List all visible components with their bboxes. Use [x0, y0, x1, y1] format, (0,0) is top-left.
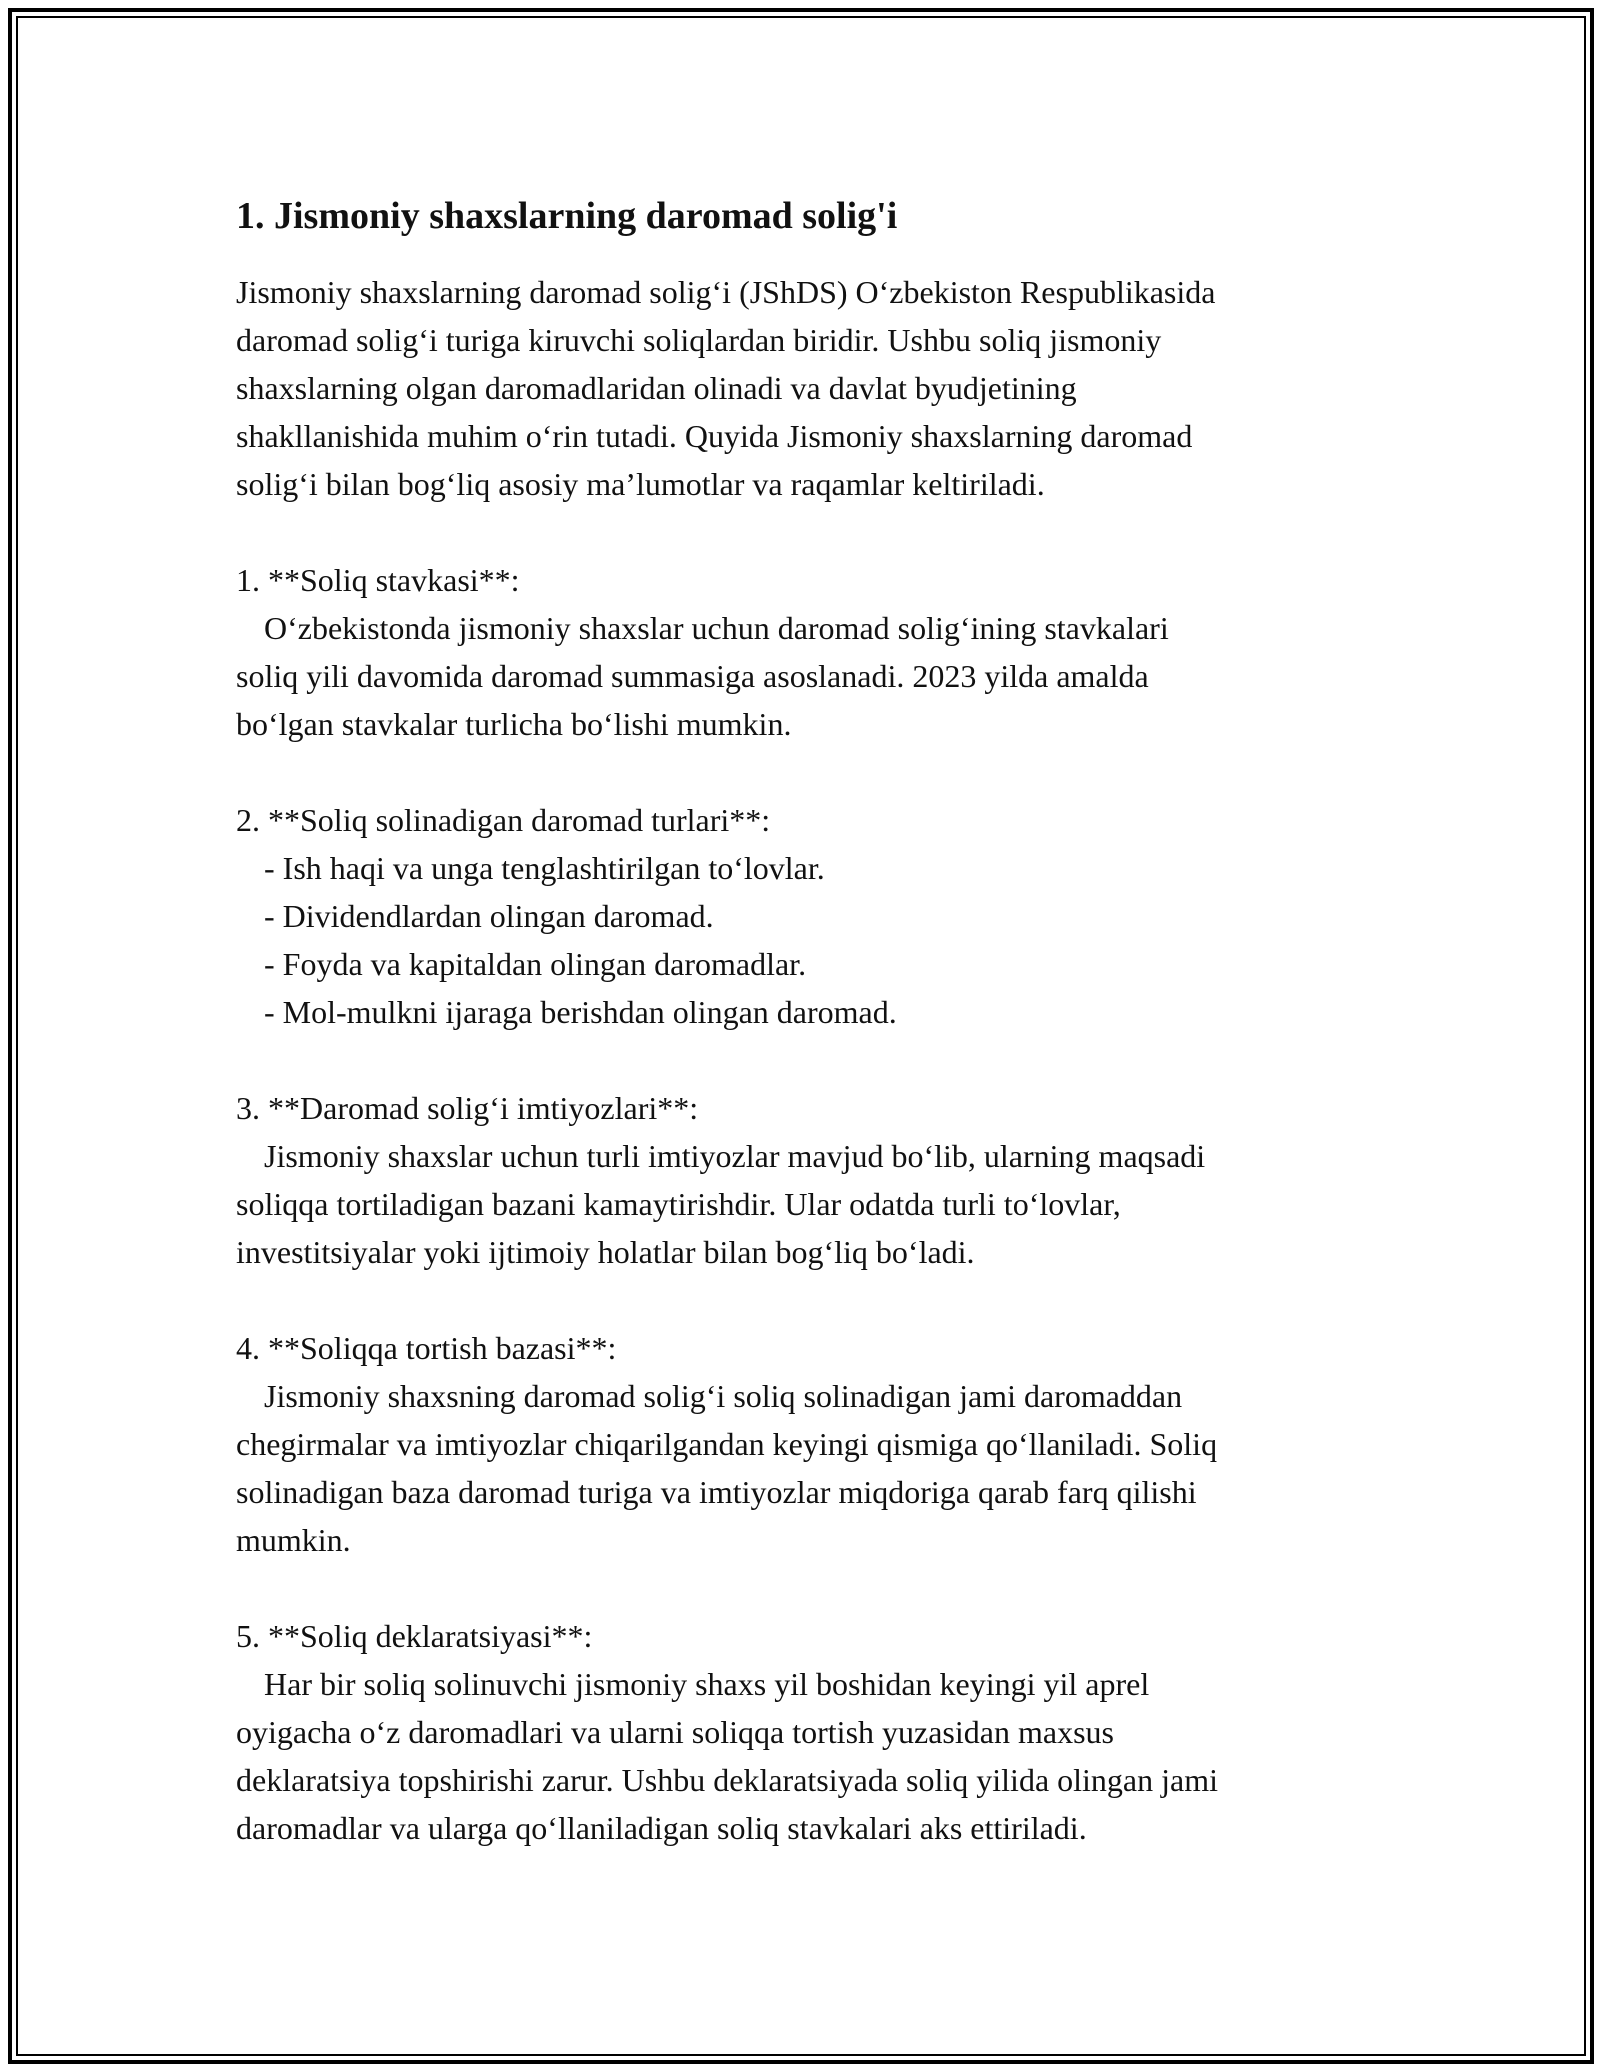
- section-line: Jismoniy shaxsning daromad solig‘i soliq solinadigan jami daromaddan: [264, 1378, 1183, 1414]
- section-deklaratsiya: [236, 1612, 1386, 1852]
- list-item: - Foyda va kapitaldan olingan daromadlar.: [264, 946, 807, 982]
- section-line: chegirmalar va imtiyozlar chiqarilgandan keyingi qismiga qo‘llaniladi. Soliq: [236, 1426, 1218, 1462]
- section-line: O‘zbekistonda jismoniy shaxslar uchun daromad solig‘ining stavkalari: [264, 610, 1169, 646]
- section-line: investitsiyalar yoki ijtimoiy holatlar bilan bog‘liq bo‘ladi.: [236, 1234, 975, 1270]
- intro-line: solig‘i bilan bog‘liq asosiy ma’lumotlar va raqamlar keltiriladi.: [236, 466, 1045, 502]
- section-heading: 4. **Soliqqa tortish bazasi**:: [236, 1330, 617, 1366]
- section-line: daromadlar va ularga qo‘llaniladigan soliq stavkalari aks ettiriladi.: [236, 1810, 1087, 1846]
- section-imtiyozlar: [236, 1084, 1386, 1276]
- spacer: [236, 1276, 1386, 1324]
- section-line: mumkin.: [236, 1522, 351, 1558]
- section-soliq-stavkasi: [236, 556, 1386, 748]
- intro-line: daromad solig‘i turiga kiruvchi soliqlardan biridir. Ushbu soliq jismoniy: [236, 322, 1162, 358]
- list-item: - Dividendlardan olingan daromad.: [264, 898, 714, 934]
- section-heading: 1. **Soliq stavkasi**:: [236, 562, 520, 598]
- section-line: solinadigan baza daromad turiga va imtiyozlar miqdoriga qarab farq qilishi: [236, 1474, 1197, 1510]
- intro-line: shaxslarning olgan daromadlaridan olinadi va davlat byudjetining: [236, 370, 1077, 406]
- section-heading: 2. **Soliq solinadigan daromad turlari**:: [236, 802, 771, 838]
- section-heading: 3. **Daromad solig‘i imtiyozlari**:: [236, 1090, 699, 1126]
- spacer: [236, 1564, 1386, 1612]
- intro-paragraph: [236, 268, 1386, 508]
- section-soliqqa-tortish-bazasi: [236, 1324, 1386, 1564]
- section-line: soliqqa tortiladigan bazani kamaytirishdir. Ular odatda turli to‘lovlar,: [236, 1186, 1121, 1222]
- list-item: - Ish haqi va unga tenglashtirilgan to‘lovlar.: [264, 850, 825, 886]
- section-line: bo‘lgan stavkalar turlicha bo‘lishi mumkin.: [236, 706, 792, 742]
- document-body: [236, 186, 1386, 1852]
- section-line: Har bir soliq solinuvchi jismoniy shaxs yil boshidan keyingi yil aprel: [264, 1666, 1150, 1702]
- section-line: Jismoniy shaxslar uchun turli imtiyozlar mavjud bo‘lib, ularning maqsadi: [264, 1138, 1206, 1174]
- intro-line: shakllanishida muhim o‘rin tutadi. Quyida Jismoniy shaxslarning daromad: [236, 418, 1193, 454]
- spacer: [236, 1036, 1386, 1084]
- spacer: [236, 508, 1386, 556]
- section-line: oyigacha o‘z daromadlari va ularni soliqqa tortish yuzasidan maxsus: [236, 1714, 1114, 1750]
- section-line: deklaratsiya topshirishi zarur. Ushbu deklaratsiyada soliq yilida olingan jami: [236, 1762, 1218, 1798]
- spacer: [236, 748, 1386, 796]
- section-line: soliq yili davomida daromad summasiga asoslanadi. 2023 yilda amalda: [236, 658, 1149, 694]
- section-daromad-turlari: [236, 796, 1386, 1036]
- intro-line: Jismoniy shaxslarning daromad solig‘i (JShDS) O‘zbekiston Respublikasida: [236, 274, 1216, 310]
- list-item: - Mol-mulkni ijaraga berishdan olingan daromad.: [264, 994, 897, 1030]
- section-heading: 5. **Soliq deklaratsiyasi**:: [236, 1618, 593, 1654]
- document-title: 1. Jismoniy shaxslarning daromad solig'i: [236, 195, 898, 237]
